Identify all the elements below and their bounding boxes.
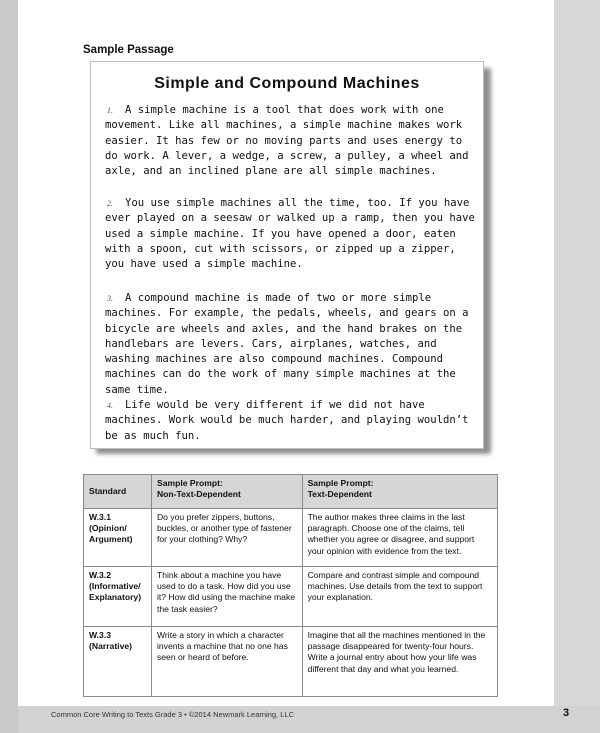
- paragraph-number: 2.: [107, 199, 113, 208]
- standard-cell: W.3.1 (Opinion/ Argument): [84, 509, 152, 567]
- paragraph-number: 3.: [107, 294, 113, 303]
- footer-credit: Common Core Writing to Texts Grade 3 • ©2014 Newmark Learning, LLC: [51, 710, 294, 719]
- paragraph-3: [105, 291, 475, 398]
- header-standard: Standard: [84, 475, 152, 509]
- text-prompt-cell: Imagine that all the machines mentioned in the passage disappeared for twenty-four hours. Write a journal entry about how your life was different that day and what you learned.: [302, 627, 497, 697]
- paragraph-text: A compound machine is made of two or more simple machines. For example, the pedals, wheels, and gears on a bicycle are wheels and axles, and the hand brakes on the handlebars are levers. Cars, airplanes, watches, and washing machines are also compound machines. Compound machines can do the work of many simple machines at the same time.: [105, 292, 469, 396]
- paragraph-number: 4.: [107, 401, 113, 410]
- paragraph-2: [105, 196, 475, 272]
- passage-card: [90, 61, 484, 449]
- standard-cell: W.3.2 (Informative/ Explanatory): [84, 567, 152, 627]
- header-non-text-dependent: Sample Prompt: Non-Text-Dependent: [151, 475, 302, 509]
- non-text-prompt-cell: Do you prefer zippers, buttons, buckles, or another type of fastener for your clothing? Why?: [151, 509, 302, 567]
- table-row: [84, 567, 498, 627]
- paragraph-text: A simple machine is a tool that does work with one movement. Like all machines, a simple machine makes work easier. It has few or no moving parts and uses energy to do work. A lever, a wedge, a screw, a pulley, a wheel and axle, and an inclined plane are all simple machines.: [105, 104, 469, 178]
- table-header-row: [84, 475, 498, 509]
- page-number: 3: [563, 707, 570, 719]
- paragraph-1: [105, 103, 475, 179]
- non-text-prompt-cell: Think about a machine you have used to do a task. How did you use it? How did using the machine make the task easier?: [151, 567, 302, 627]
- standard-cell: W.3.3 (Narrative): [84, 627, 152, 697]
- paragraph-4: [105, 398, 475, 444]
- prompts-table: [83, 474, 498, 697]
- non-text-prompt-cell: Write a story in which a character invents a machine that no one has seen or heard of before.: [151, 627, 302, 697]
- text-prompt-cell: The author makes three claims in the last paragraph. Choose one of the claims, tell whether you agree or disagree, and support your opinion with evidence from the text.: [302, 509, 497, 567]
- passage-title: Simple and Compound Machines: [154, 75, 420, 92]
- table-row: [84, 509, 498, 567]
- section-label: Sample Passage: [83, 44, 174, 56]
- table-row: [84, 627, 498, 697]
- page-edge-strip: [554, 0, 600, 733]
- text-prompt-cell: Compare and contrast simple and compound machines. Use details from the text to support your explanation.: [302, 567, 497, 627]
- paragraph-text: You use simple machines all the time, too. If you have ever played on a seesaw or walked up a ramp, then you have used a simple machine. If you have opened a door, eaten with a spoon, cut with scissors, or zipped up a zipper, you have used a simple machine.: [105, 197, 475, 271]
- paragraph-text: Life would be very different if we did not have machines. Work would be much harder, and playing wouldn’t be as much fun.: [105, 399, 469, 442]
- header-text-dependent: Sample Prompt: Text-Dependent: [302, 475, 497, 509]
- paragraph-number: 1.: [107, 106, 113, 115]
